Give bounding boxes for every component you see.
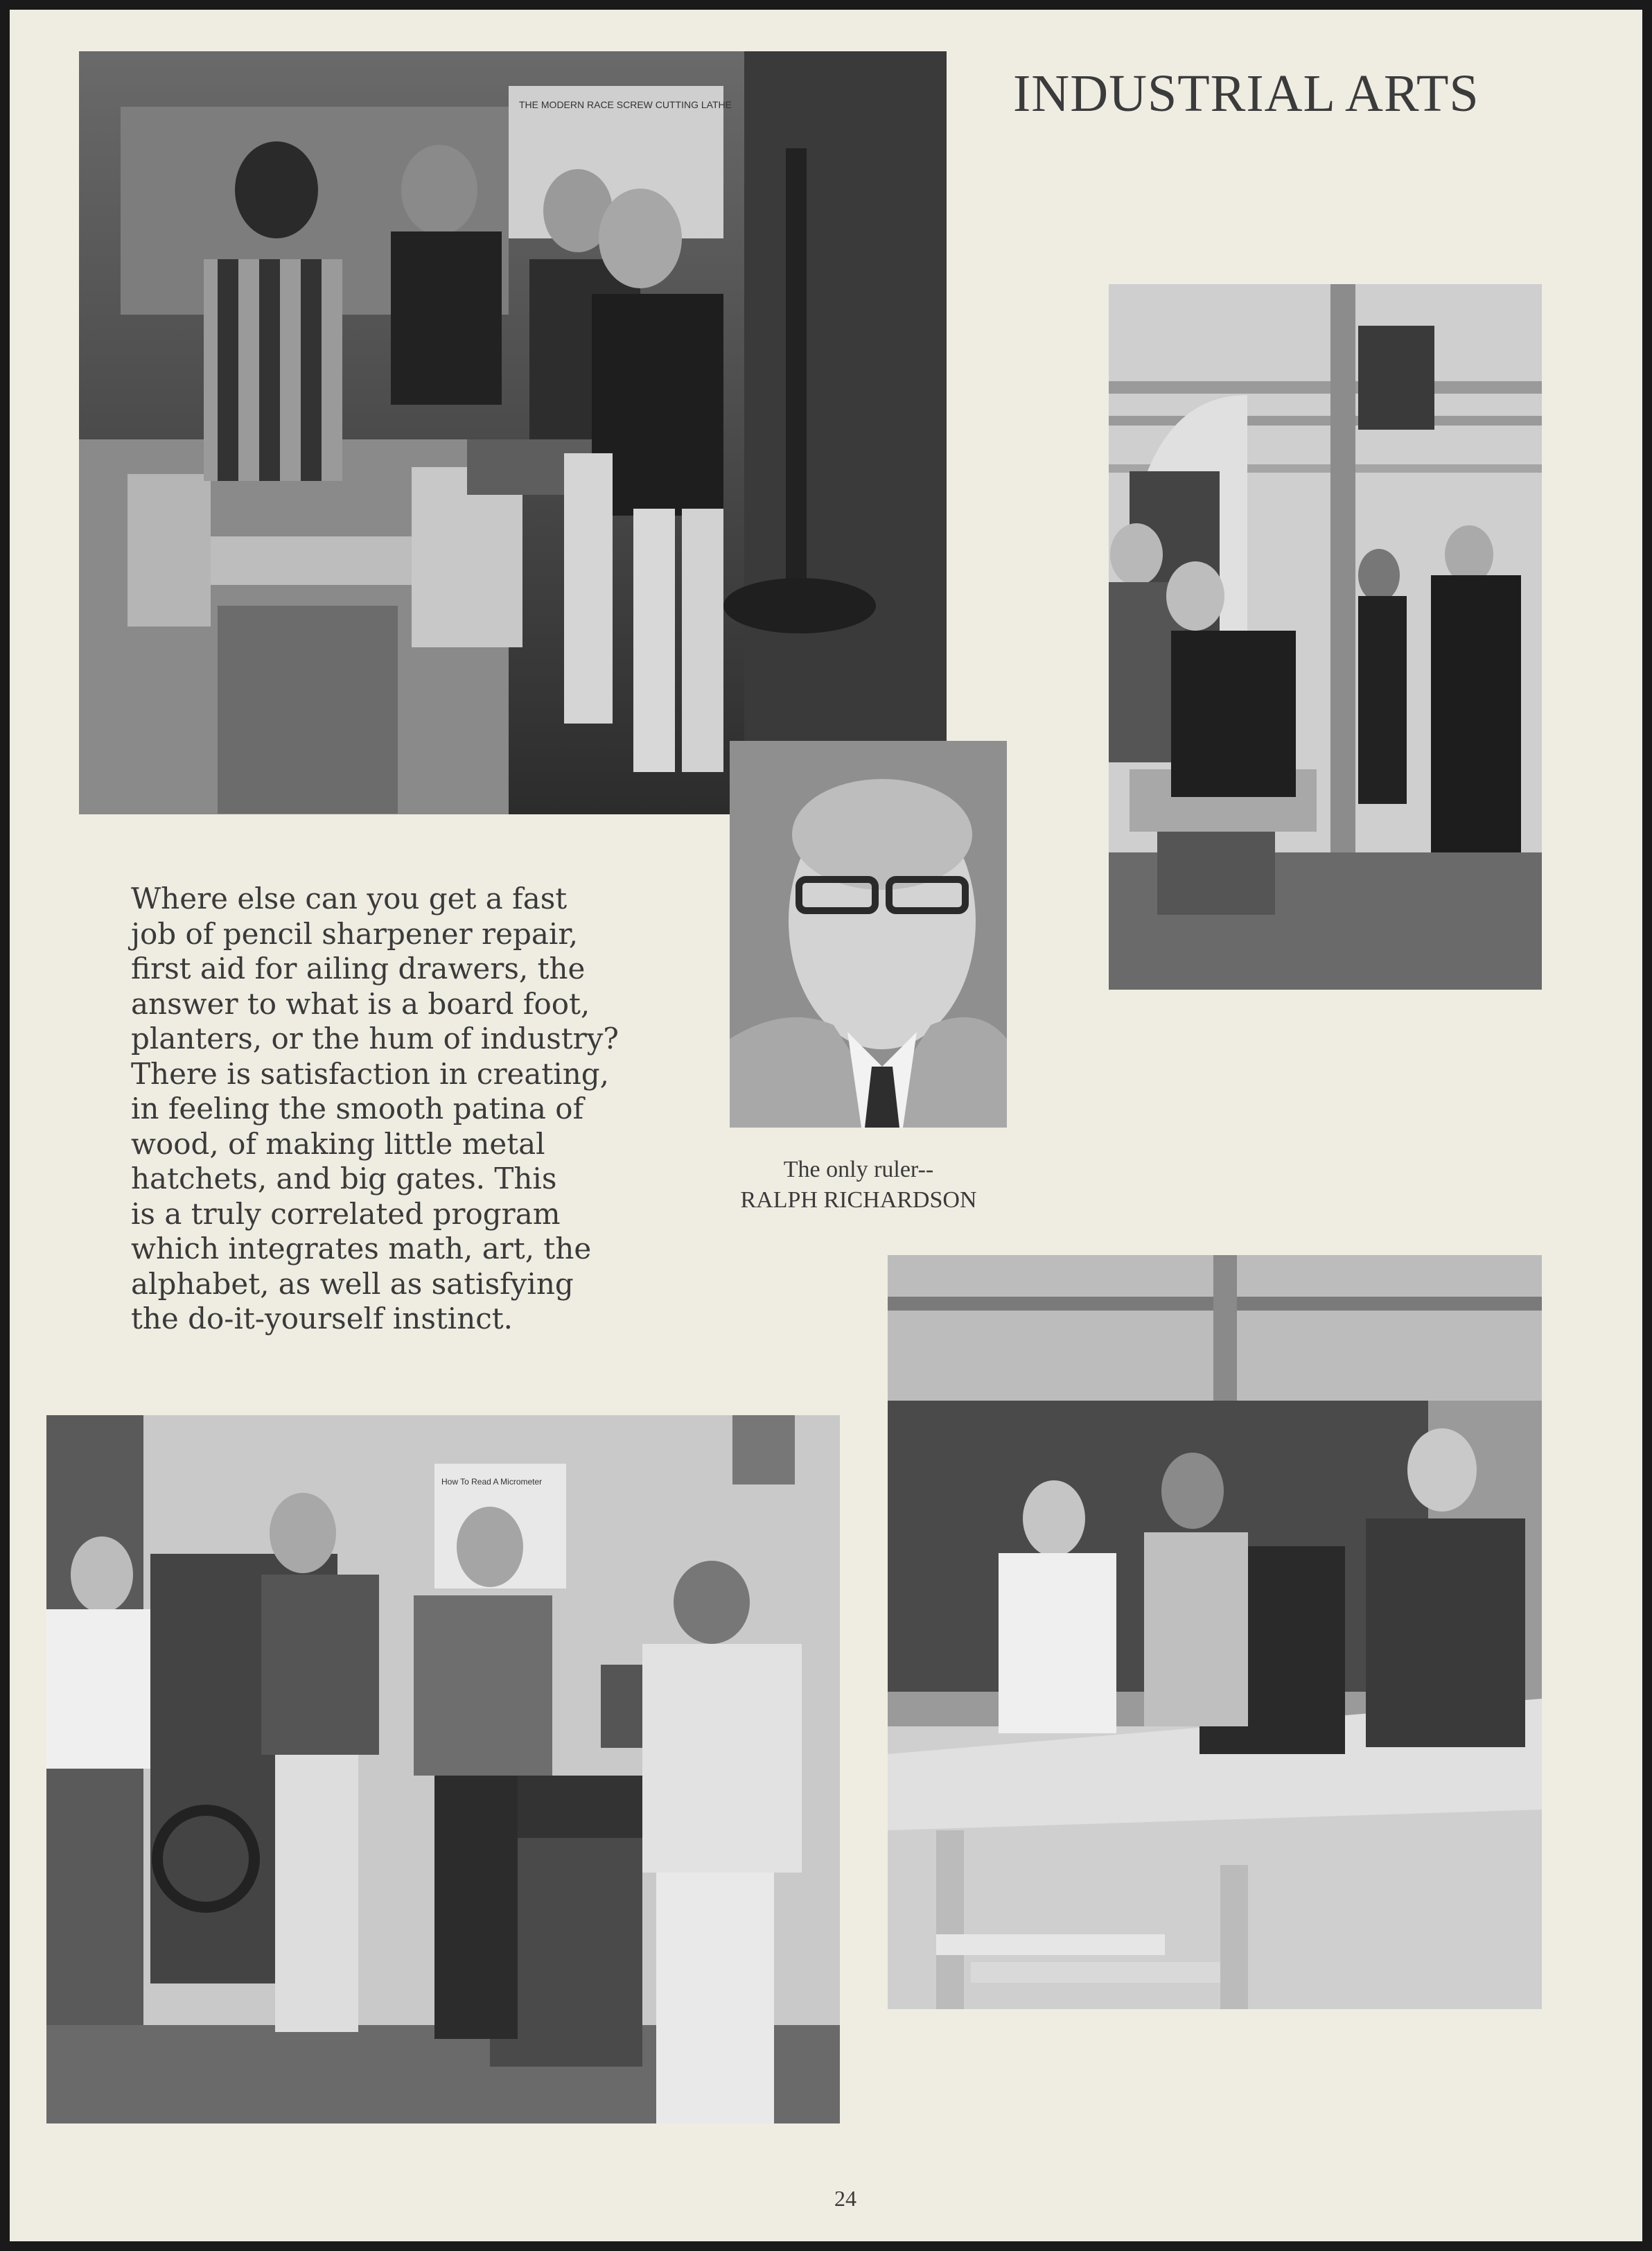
page-number: 24	[834, 2186, 856, 2211]
photo-machine-room	[46, 1415, 840, 2123]
body-line: Where else can you get a fast	[131, 882, 568, 916]
photo-woodworking	[888, 1255, 1542, 2009]
body-line: planters, or the hum of industry?	[131, 1022, 619, 1056]
body-line: hatchets, and big gates. This	[131, 1162, 557, 1195]
body-line: is a truly correlated program	[131, 1196, 561, 1231]
photo-shop-pipes	[1109, 284, 1542, 990]
body-line: in feeling the smooth patina of	[131, 1092, 584, 1126]
body-line: answer to what is a board foot,	[131, 986, 590, 1021]
portrait-ralph-richardson	[730, 741, 1007, 1128]
body-line: There is satisfaction in creating,	[131, 1056, 610, 1091]
caption-line-1: The only ruler--	[783, 1157, 934, 1182]
body-line: first aid for ailing drawers, the	[131, 952, 586, 986]
body-line: alphabet, as well as satisfying	[131, 1266, 574, 1301]
body-line: wood, of making little metal	[131, 1126, 545, 1161]
caption-line-2: RALPH RICHARDSON	[740, 1187, 977, 1213]
lathe-chart-title: THE MODERN RACE SCREW CUTTING LATHE	[519, 99, 732, 110]
portrait-caption	[696, 1155, 1021, 1216]
micrometer-poster-title: How To Read A Micrometer	[441, 1477, 543, 1487]
photo-lathe-group	[79, 51, 947, 814]
body-line: job of pencil sharpener repair,	[131, 916, 579, 951]
yearbook-page	[10, 10, 1642, 2241]
page-title: INDUSTRIAL ARTS	[1013, 64, 1479, 123]
body-paragraph	[131, 882, 699, 1337]
body-line: the do-it-yourself instinct.	[131, 1302, 513, 1335]
body-line: which integrates math, art, the	[131, 1232, 592, 1265]
